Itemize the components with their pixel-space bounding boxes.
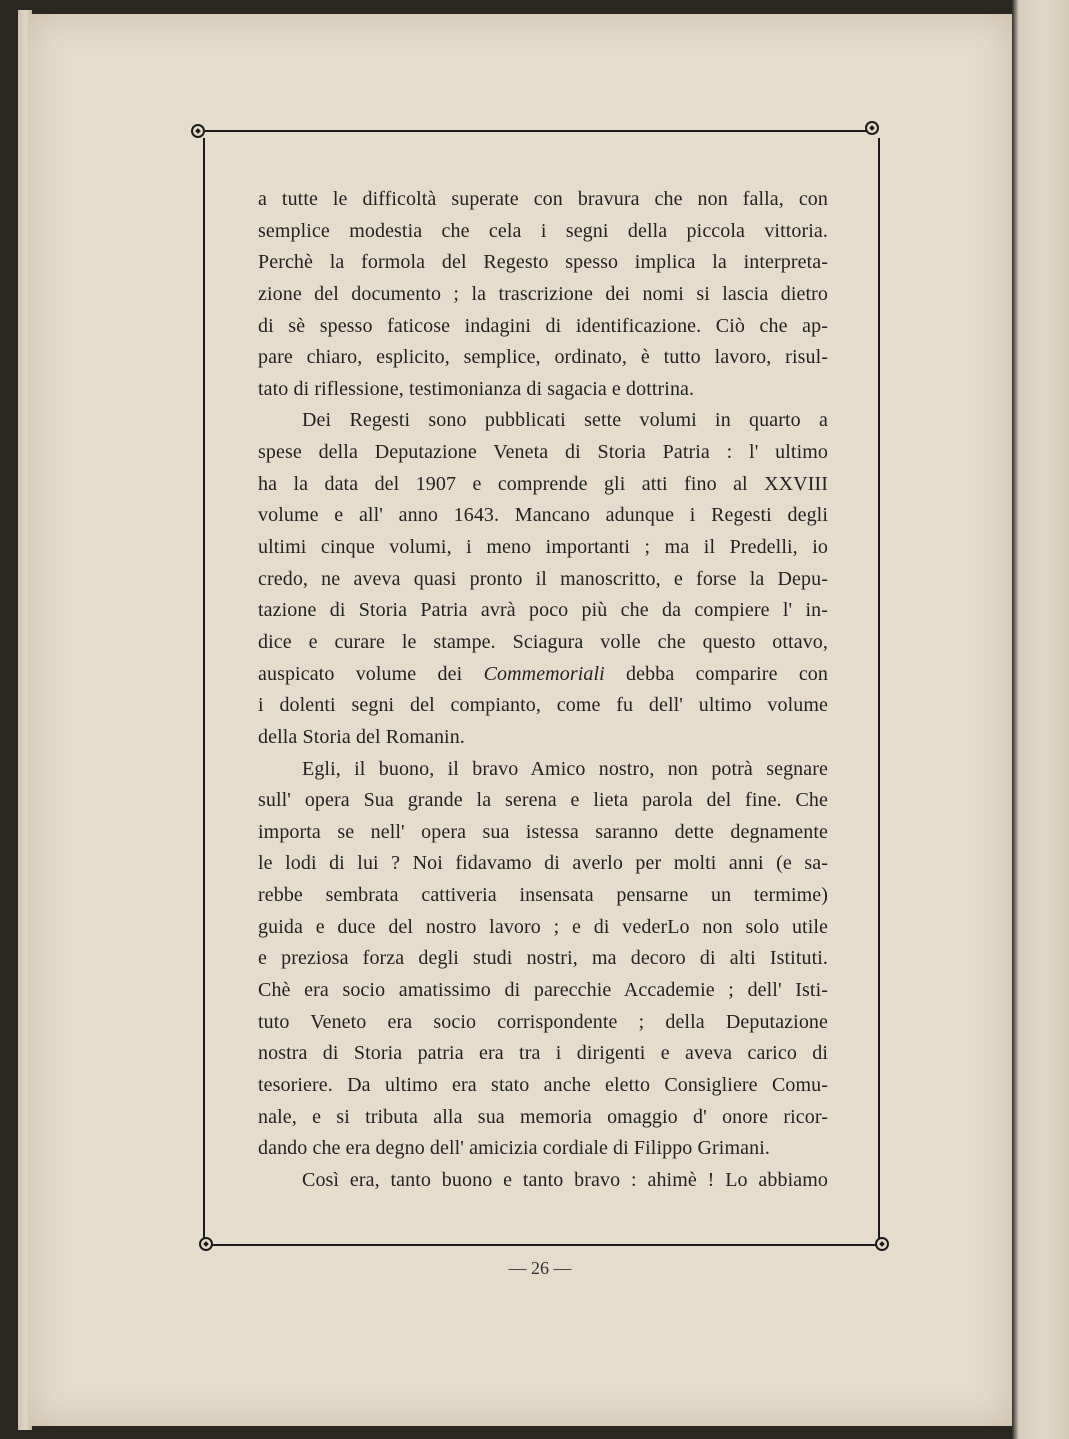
- text-line: [258, 754, 828, 786]
- text-line: [258, 405, 828, 437]
- text-line: [258, 1102, 828, 1134]
- text-line: [258, 437, 828, 469]
- text-line: [258, 564, 828, 596]
- text-segment: debba comparire con: [604, 662, 828, 685]
- facing-page-strip: [1012, 0, 1069, 1439]
- page-number: — 26 —: [508, 1258, 572, 1278]
- text-line: [258, 912, 828, 944]
- text-line: [258, 1133, 828, 1165]
- text-segment: semplice modestia che cela i segni della piccola vittoria.: [258, 219, 828, 242]
- text-line: [258, 1007, 828, 1039]
- text-line: [258, 659, 828, 691]
- text-segment: della Storia del Romanin.: [258, 725, 465, 748]
- text-line: [258, 785, 828, 817]
- text-line: [258, 1038, 828, 1070]
- text-segment: dice e curare le stampe. Sciagura volle che questo ottavo,: [258, 630, 828, 653]
- text-segment: tuto Veneto era socio corrispondente ; della Deputazione: [258, 1010, 828, 1033]
- frame-left-rule: [203, 138, 205, 1238]
- ornament-corner-icon: [875, 1237, 889, 1251]
- text-segment: tato di riflessione, testimonianza di sagacia e dottrina.: [258, 377, 695, 400]
- ornament-corner-icon: [191, 124, 205, 138]
- text-segment: nale, e si tributa alla sua memoria omaggio d' onore ricor-: [258, 1105, 828, 1128]
- text-line: [258, 943, 828, 975]
- italic-title: Commemoriali: [483, 662, 605, 685]
- text-line: [258, 500, 828, 532]
- text-segment: Egli, il buono, il bravo Amico nostro, non potrà segnare: [302, 757, 828, 780]
- text-segment: le lodi di lui ? Noi fidavamo di averlo per molti anni (e sa-: [258, 852, 828, 875]
- ornament-corner-icon: [865, 121, 879, 135]
- text-line: [258, 469, 828, 501]
- text-segment: dando che era degno dell' amicizia cordiale di Filippo Grimani.: [258, 1137, 770, 1160]
- text-line: [258, 532, 828, 564]
- text-line: [258, 279, 828, 311]
- text-line: [258, 1165, 828, 1197]
- text-segment: ha la data del 1907 e comprende gli atti fino al XXVIII: [258, 472, 828, 495]
- frame-bottom-rule: [208, 1244, 876, 1246]
- text-segment: Così era, tanto buono e tanto bravo : ahimè ! Lo abbiamo: [302, 1168, 828, 1191]
- text-line: [258, 880, 828, 912]
- text-segment: Dei Regesti sono pubblicati sette volumi in quarto a: [302, 409, 828, 432]
- text-line: [258, 374, 828, 406]
- text-segment: Chè era socio amatissimo di parecchie Accademie ; dell' Isti-: [258, 979, 828, 1002]
- text-line: [258, 627, 828, 659]
- text-segment: tesoriere. Da ultimo era stato anche eletto Consigliere Comu-: [258, 1073, 828, 1096]
- text-segment: guida e duce del nostro lavoro ; e di vederLo non solo utile: [258, 915, 828, 938]
- frame-right-rule: [878, 138, 880, 1238]
- text-segment: spese della Deputazione Veneta di Storia Patria : l' ultimo: [258, 441, 828, 464]
- text-segment: ultimi cinque volumi, i meno importanti ; ma il Predelli, io: [258, 536, 828, 559]
- text-segment: sull' opera Sua grande la serena e lieta parola del fine. Che: [258, 789, 828, 812]
- text-line: [258, 595, 828, 627]
- text-line: [258, 216, 828, 248]
- text-line: [258, 690, 828, 722]
- text-segment: pare chiaro, esplicito, semplice, ordinato, è tutto lavoro, risul-: [258, 346, 828, 369]
- text-segment: nostra di Storia patria era tra i dirigenti e aveva carico di: [258, 1042, 828, 1065]
- text-line: [258, 817, 828, 849]
- text-line: [258, 247, 828, 279]
- text-segment: rebbe sembrata cattiveria insensata pensarne un termime): [258, 884, 828, 907]
- text-segment: e preziosa forza degli studi nostri, ma decoro di alti Istituti.: [258, 947, 828, 970]
- text-segment: a tutte le difficoltà superate con bravura che non falla, con: [258, 188, 828, 210]
- text-line: [258, 342, 828, 374]
- text-line: [258, 975, 828, 1007]
- text-segment: tazione di Storia Patria avrà poco più che da compiere l' in-: [258, 599, 828, 622]
- text-segment: auspicato volume dei: [258, 662, 484, 685]
- text-segment: credo, ne aveva quasi pronto il manoscritto, e forse la Depu-: [258, 567, 828, 590]
- text-segment: di sè spesso faticose indagini di identificazione. Ciò che ap-: [258, 314, 828, 337]
- text-segment: i dolenti segni del compianto, come fu dell' ultimo volume: [258, 694, 828, 717]
- text-line: [258, 311, 828, 343]
- text-line: [258, 184, 828, 216]
- text-line: [258, 848, 828, 880]
- ornament-corner-icon: [199, 1237, 213, 1251]
- frame-top-rule: [205, 130, 873, 132]
- text-segment: importa se nell' opera sua istessa saranno dette degnamente: [258, 820, 828, 843]
- text-line: [258, 1070, 828, 1102]
- text-line: [258, 722, 828, 754]
- text-segment: zione del documento ; la trascrizione dei nomi si lascia dietro: [258, 282, 828, 305]
- text-segment: Perchè la formola del Regesto spesso implica la interpreta-: [258, 251, 828, 274]
- body-text: [258, 184, 828, 1197]
- text-segment: volume e all' anno 1643. Mancano adunque i Regesti degli: [258, 504, 828, 527]
